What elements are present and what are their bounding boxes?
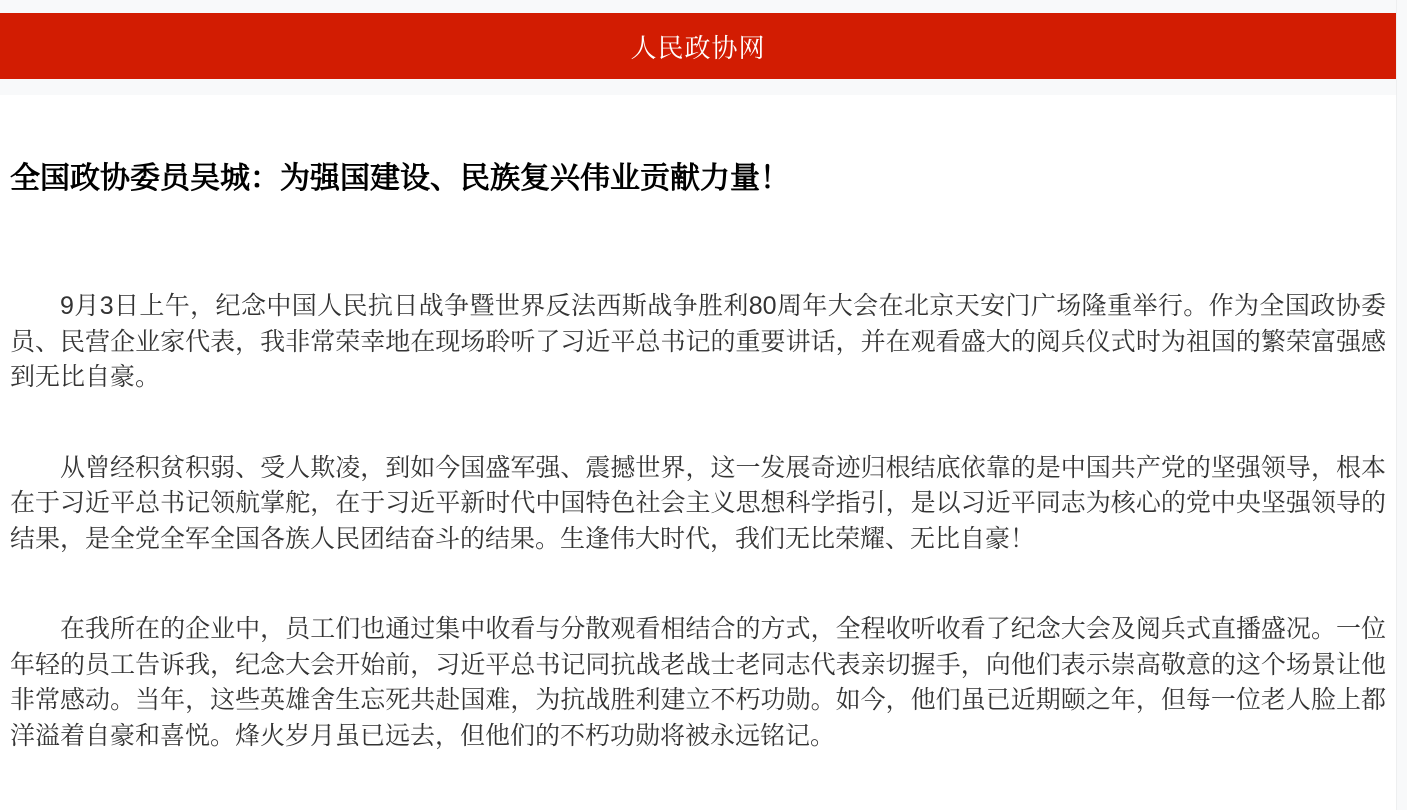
scrollbar-track[interactable] (1396, 0, 1407, 810)
site-header[interactable] (0, 13, 1396, 79)
site-title[interactable]: 人民政协网 (630, 32, 766, 63)
article-title: 全国政协委员吴城：为强国建设、民族复兴伟业贡献力量！ (10, 162, 790, 195)
article-body (0, 200, 1396, 754)
article-paragraph-1: 9月3日上午，纪念中国人民抗日战争暨世界反法西斯战争胜利80周年大会在北京天安门广场隆重举行。作为全国政协委员、民营企业家代表，我非常荣幸地在现场聆听了习近平总书记的重要讲话，并在观看盛大的阅兵仪式时为祖国的繁荣富强感到无比自豪。 (10, 292, 1386, 391)
article-content (0, 95, 1396, 810)
article-paragraph-2: 从曾经积贫积弱、受人欺凌，到如今国盛军强、震撼世界，这一发展奇迹归根结底依靠的是中国共产党的坚强领导，根本在于习近平总书记领航掌舵，在于习近平新时代中国特色社会主义思想科学指引，是以习近平同志为核心的党中央坚强领导的结果，是全党全军全国各族人民团结奋斗的结果。生逢伟大时代，我们无比荣耀、无比自豪！ (10, 453, 1386, 553)
article-paragraph-3: 在我所在的企业中，员工们也通过集中收看与分散观看相结合的方式，全程收听收看了纪念大会及阅兵式直播盛况。一位年轻的员工告诉我，纪念大会开始前，习近平总书记同抗战老战士老同志代表亲切握手，向他们表示崇高敬意的这个场景让他非常感动。当年，这些英雄舍生忘死共赴国难，为抗战胜利建立不朽功勋。如今，他们虽已近期颐之年，但每一位老人脸上都洋溢着自豪和喜悦。烽火岁月虽已远去，但他们的不朽功勋将被永远铭记。 (10, 615, 1386, 750)
